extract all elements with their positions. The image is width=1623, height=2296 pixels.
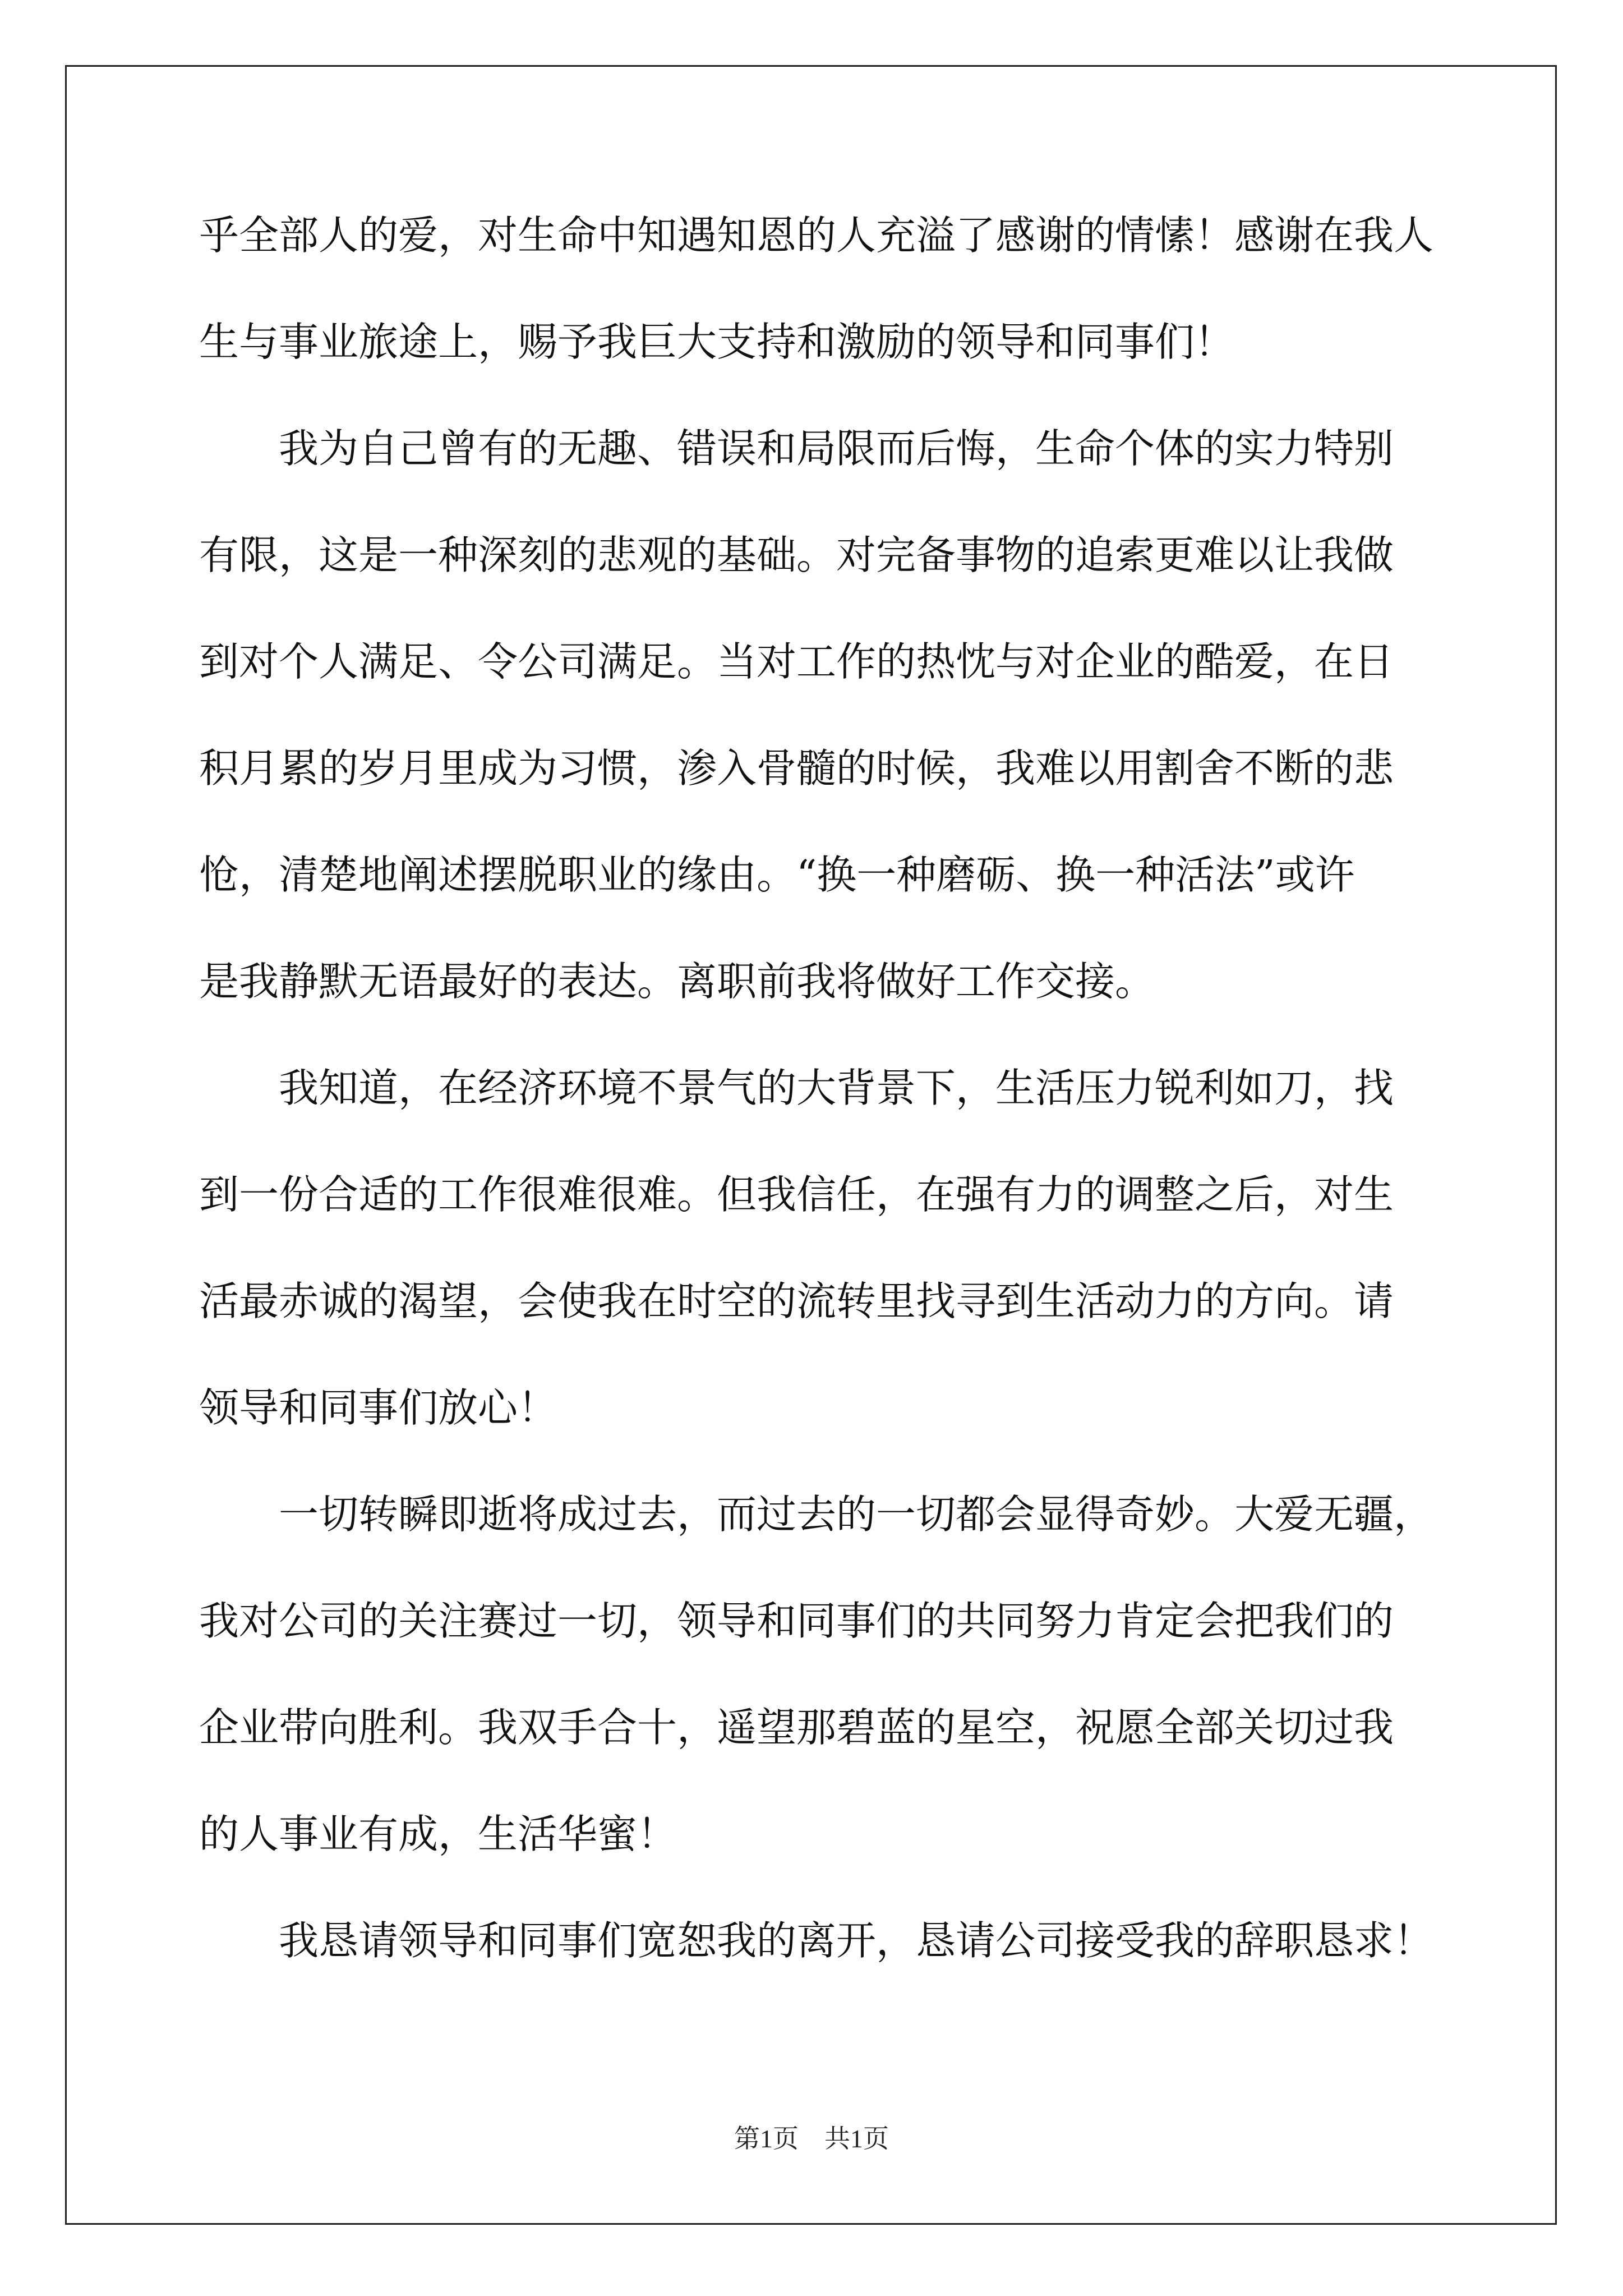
- paragraph-start-line: 我为自己曾有的无趣、错误和局限而后悔，生命个体的实力特别: [279, 425, 1394, 472]
- text-line: 乎全部人的爱，对生命中知遇知恩的人充溢了感谢的情愫！感谢在我人: [199, 212, 1434, 259]
- text-line: 活最赤诚的渴望，会使我在时空的流转里找寻到生活动力的方向。请: [199, 1278, 1394, 1324]
- paragraph-start-line: 一切转瞬即逝将成过去，而过去的一切都会显得奇妙。大爱无疆，: [279, 1491, 1434, 1538]
- text-line: 有限，这是一种深刻的悲观的基础。对完备事物的追索更难以让我做: [199, 532, 1394, 578]
- text-line: 积月累的岁月里成为习惯，渗入骨髓的时候，我难以用割舍不断的悲: [199, 745, 1394, 792]
- text-line: 到对个人满足、令公司满足。当对工作的热忱与对企业的酷爱，在日: [199, 638, 1394, 685]
- text-line: 我对公司的关注赛过一切，领导和同事们的共同努力肯定会把我们的: [199, 1598, 1394, 1644]
- text-line: 是我静默无语最好的表达。离职前我将做好工作交接。: [199, 958, 1155, 1005]
- text-line: 的人事业有成，生活华蜜！: [199, 1811, 677, 1857]
- text-line: 企业带向胜利。我双手合十，遥望那碧蓝的星空，祝愿全部关切过我: [199, 1704, 1394, 1751]
- text-line: 到一份合适的工作很难很难。但我信任，在强有力的调整之后，对生: [199, 1171, 1394, 1218]
- paragraph-start-line: 我恳请领导和同事们宽恕我的离开，恳请公司接受我的辞职恳求！: [279, 1917, 1434, 1964]
- page-number: 第1页 共1页: [734, 2124, 889, 2153]
- paragraph-start-line: 我知道，在经济环境不景气的大背景下，生活压力锐利如刀，找: [279, 1065, 1394, 1111]
- text-line: 生与事业旅途上，赐予我巨大支持和激励的领导和同事们！: [199, 319, 1235, 365]
- text-line: 领导和同事们放心！: [199, 1384, 558, 1431]
- page-border: [65, 65, 1557, 2225]
- text-line: 怆，清楚地阐述摆脱职业的缘由。“换一种磨砺、换一种活法”或许: [199, 852, 1355, 898]
